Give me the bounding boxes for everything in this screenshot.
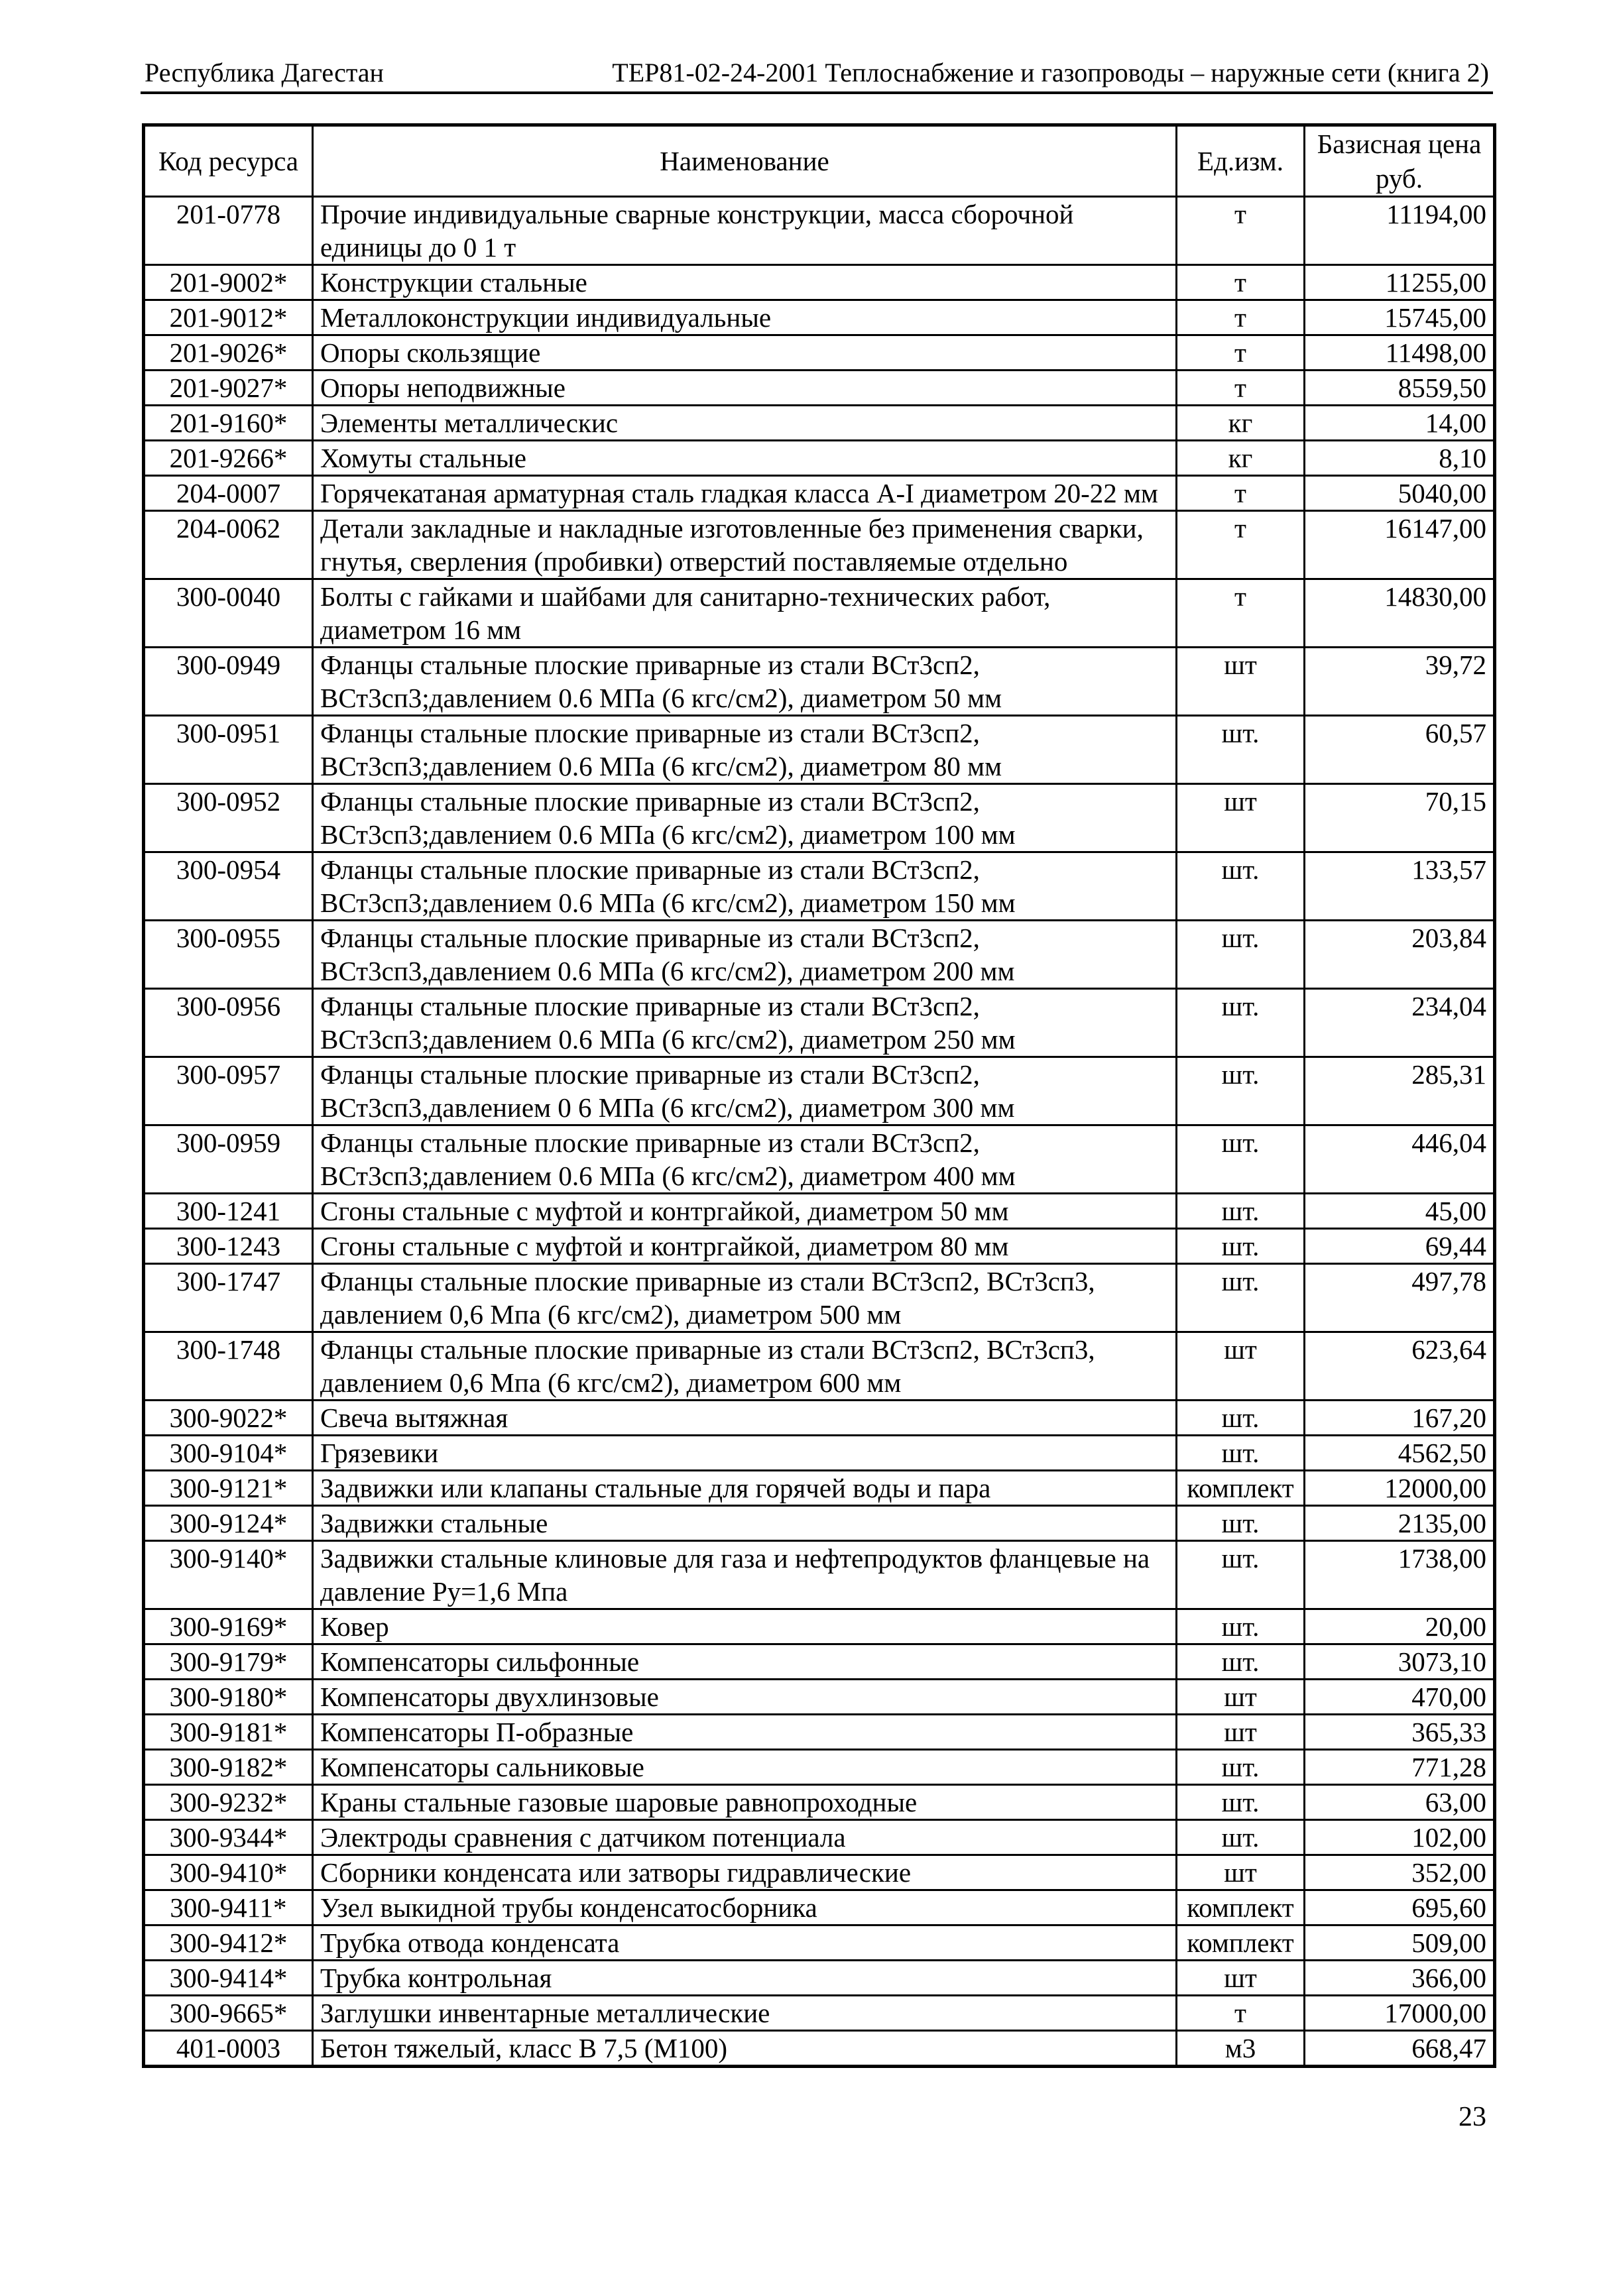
unit-cell: комплект bbox=[1177, 1925, 1305, 1961]
resource-code-cell: 300-0040 bbox=[144, 579, 313, 648]
resource-code-cell: 201-9012* bbox=[144, 300, 313, 335]
table-body bbox=[144, 197, 1495, 2067]
price-cell: 8559,50 bbox=[1305, 371, 1495, 406]
price-cell: 4562,50 bbox=[1305, 1436, 1495, 1471]
table-row bbox=[144, 1332, 1495, 1401]
unit-cell: шт. bbox=[1177, 716, 1305, 784]
resource-name-cell: Узел выкидной трубы конденсатосборника bbox=[313, 1890, 1177, 1925]
unit-cell: шт. bbox=[1177, 1609, 1305, 1644]
resource-name-cell: Сгоны стальные с муфтой и контргайкой, диаметром 80 мм bbox=[313, 1229, 1177, 1264]
resource-name-cell: Фланцы стальные плоские приварные из стали ВСт3сп2, ВСт3сп3;давлением 0.6 МПа (6 кгс/см2), диаметром 150 мм bbox=[313, 852, 1177, 921]
resource-name-cell: Сгоны стальные с муфтой и контргайкой, диаметром 50 мм bbox=[313, 1194, 1177, 1229]
column-header-code: Код ресурса bbox=[144, 125, 313, 197]
resource-name-cell: Фланцы стальные плоские приварные из стали ВСт3сп2, ВСт3сп3, давлением 0,6 Мпа (6 кгс/см2), диаметром 600 мм bbox=[313, 1332, 1177, 1401]
resource-code-cell: 204-0007 bbox=[144, 476, 313, 511]
unit-cell: шт bbox=[1177, 1961, 1305, 1996]
resource-name-cell: Детали закладные и накладные изготовленные без применения сварки, гнутья, сверления (пробивки) отверстий поставляемые отдельно bbox=[313, 511, 1177, 579]
table-row bbox=[144, 335, 1495, 371]
resource-name-cell: Заглушки инвентарные металлические bbox=[313, 1996, 1177, 2031]
resource-code-cell: 300-1241 bbox=[144, 1194, 313, 1229]
resource-name-cell: Бетон тяжелый, класс В 7,5 (М100) bbox=[313, 2031, 1177, 2067]
unit-cell: м3 bbox=[1177, 2031, 1305, 2067]
unit-cell: шт. bbox=[1177, 1541, 1305, 1609]
resource-code-cell: 300-9181* bbox=[144, 1715, 313, 1750]
table-row bbox=[144, 511, 1495, 579]
unit-cell: шт. bbox=[1177, 1750, 1305, 1785]
table-row bbox=[144, 1194, 1495, 1229]
table-row bbox=[144, 1680, 1495, 1715]
price-cell: 14,00 bbox=[1305, 406, 1495, 441]
unit-cell: шт bbox=[1177, 784, 1305, 852]
price-cell: 668,47 bbox=[1305, 2031, 1495, 2067]
price-cell: 20,00 bbox=[1305, 1609, 1495, 1644]
resource-name-cell: Прочие индивидуальные сварные конструкции, масса сборочной единицы до 0 1 т bbox=[313, 197, 1177, 265]
price-cell: 3073,10 bbox=[1305, 1644, 1495, 1680]
resource-name-cell: Фланцы стальные плоские приварные из стали ВСт3сп2, ВСт3сп3;давлением 0.6 МПа (6 кгс/см2), диаметром 50 мм bbox=[313, 648, 1177, 716]
resource-code-cell: 300-9022* bbox=[144, 1401, 313, 1436]
table-row bbox=[144, 1264, 1495, 1332]
price-cell: 695,60 bbox=[1305, 1890, 1495, 1925]
resource-name-cell: Компенсаторы сальниковые bbox=[313, 1750, 1177, 1785]
resource-code-cell: 300-9344* bbox=[144, 1820, 313, 1855]
table-row bbox=[144, 1057, 1495, 1125]
resource-name-cell: Фланцы стальные плоские приварные из стали ВСт3сп2, ВСт3сп3;давлением 0.6 МПа (6 кгс/см2), диаметром 80 мм bbox=[313, 716, 1177, 784]
price-cell: 167,20 bbox=[1305, 1401, 1495, 1436]
unit-cell: шт. bbox=[1177, 989, 1305, 1057]
table-row bbox=[144, 1925, 1495, 1961]
resource-name-cell: Ковер bbox=[313, 1609, 1177, 1644]
table-row bbox=[144, 1229, 1495, 1264]
price-cell: 60,57 bbox=[1305, 716, 1495, 784]
price-cell: 39,72 bbox=[1305, 648, 1495, 716]
price-cell: 16147,00 bbox=[1305, 511, 1495, 579]
price-cell: 45,00 bbox=[1305, 1194, 1495, 1229]
resource-code-cell: 201-9002* bbox=[144, 265, 313, 300]
table-row bbox=[144, 648, 1495, 716]
resource-code-cell: 300-9410* bbox=[144, 1855, 313, 1890]
table-row bbox=[144, 1506, 1495, 1541]
price-cell: 70,15 bbox=[1305, 784, 1495, 852]
resource-code-cell: 201-9026* bbox=[144, 335, 313, 371]
page-header bbox=[141, 54, 1493, 94]
price-cell: 11498,00 bbox=[1305, 335, 1495, 371]
resource-code-cell: 300-9179* bbox=[144, 1644, 313, 1680]
table-row bbox=[144, 1471, 1495, 1506]
unit-cell: комплект bbox=[1177, 1471, 1305, 1506]
resource-code-cell: 300-0952 bbox=[144, 784, 313, 852]
table-row bbox=[144, 1855, 1495, 1890]
table-row bbox=[144, 441, 1495, 476]
resource-name-cell: Хомуты стальные bbox=[313, 441, 1177, 476]
price-cell: 11255,00 bbox=[1305, 265, 1495, 300]
unit-cell: т bbox=[1177, 335, 1305, 371]
resource-code-cell: 204-0062 bbox=[144, 511, 313, 579]
table-row bbox=[144, 1401, 1495, 1436]
resource-name-cell: Опоры неподвижные bbox=[313, 371, 1177, 406]
unit-cell: шт. bbox=[1177, 1820, 1305, 1855]
price-cell: 234,04 bbox=[1305, 989, 1495, 1057]
resource-code-cell: 300-0951 bbox=[144, 716, 313, 784]
unit-cell: шт bbox=[1177, 1715, 1305, 1750]
unit-cell: шт. bbox=[1177, 1785, 1305, 1820]
resource-code-cell: 300-0956 bbox=[144, 989, 313, 1057]
resource-code-cell: 300-0954 bbox=[144, 852, 313, 921]
unit-cell: т bbox=[1177, 476, 1305, 511]
table-row bbox=[144, 300, 1495, 335]
resource-name-cell: Фланцы стальные плоские приварные из стали ВСт3сп2, ВСт3сп3,давлением 0 6 МПа (6 кгс/см2), диаметром 300 мм bbox=[313, 1057, 1177, 1125]
resource-code-cell: 300-1747 bbox=[144, 1264, 313, 1332]
column-header-name: Наименование bbox=[313, 125, 1177, 197]
table-row bbox=[144, 197, 1495, 265]
price-cell: 2135,00 bbox=[1305, 1506, 1495, 1541]
unit-cell: шт. bbox=[1177, 1229, 1305, 1264]
unit-cell: т bbox=[1177, 300, 1305, 335]
table-row bbox=[144, 406, 1495, 441]
price-cell: 133,57 bbox=[1305, 852, 1495, 921]
table-header-row bbox=[144, 125, 1495, 197]
resource-name-cell: Компенсаторы П-образные bbox=[313, 1715, 1177, 1750]
table-row bbox=[144, 1750, 1495, 1785]
resource-name-cell: Задвижки или клапаны стальные для горячей воды и пара bbox=[313, 1471, 1177, 1506]
unit-cell: шт. bbox=[1177, 1125, 1305, 1194]
unit-cell: т bbox=[1177, 197, 1305, 265]
table-row bbox=[144, 579, 1495, 648]
price-cell: 11194,00 bbox=[1305, 197, 1495, 265]
unit-cell: шт. bbox=[1177, 1401, 1305, 1436]
resource-name-cell: Трубка отвода конденсата bbox=[313, 1925, 1177, 1961]
resource-code-cell: 300-1243 bbox=[144, 1229, 313, 1264]
resource-name-cell: Электроды сравнения с датчиком потенциала bbox=[313, 1820, 1177, 1855]
price-cell: 623,64 bbox=[1305, 1332, 1495, 1401]
resource-code-cell: 300-9665* bbox=[144, 1996, 313, 2031]
resource-price-table bbox=[142, 123, 1496, 2068]
table-row bbox=[144, 2031, 1495, 2067]
resource-name-cell: Компенсаторы сильфонные bbox=[313, 1644, 1177, 1680]
unit-cell: шт. bbox=[1177, 1506, 1305, 1541]
unit-cell: шт bbox=[1177, 1855, 1305, 1890]
resource-name-cell: Элементы металлическиc bbox=[313, 406, 1177, 441]
resource-name-cell: Краны стальные газовые шаровые равнопроходные bbox=[313, 1785, 1177, 1820]
unit-cell: т bbox=[1177, 579, 1305, 648]
table-row bbox=[144, 852, 1495, 921]
table-row bbox=[144, 921, 1495, 989]
price-cell: 352,00 bbox=[1305, 1855, 1495, 1890]
resource-code-cell: 300-9414* bbox=[144, 1961, 313, 1996]
table-row bbox=[144, 476, 1495, 511]
resource-code-cell: 300-9121* bbox=[144, 1471, 313, 1506]
table-row bbox=[144, 1785, 1495, 1820]
page-number: 23 bbox=[1459, 2102, 1486, 2132]
resource-name-cell: Фланцы стальные плоские приварные из стали ВСт3сп2, ВСт3сп3;давлением 0.6 МПа (6 кгс/см2), диаметром 100 мм bbox=[313, 784, 1177, 852]
resource-name-cell: Болты с гайками и шайбами для санитарно-технических работ, диаметром 16 мм bbox=[313, 579, 1177, 648]
resource-code-cell: 300-9169* bbox=[144, 1609, 313, 1644]
resource-code-cell: 300-0959 bbox=[144, 1125, 313, 1194]
resource-name-cell: Задвижки стальные клиновые для газа и нефтепродуктов фланцевые на давление Ру=1,6 Мпа bbox=[313, 1541, 1177, 1609]
resource-name-cell: Конструкции стальные bbox=[313, 265, 1177, 300]
table-row bbox=[144, 1541, 1495, 1609]
unit-cell: шт bbox=[1177, 1332, 1305, 1401]
unit-cell: т bbox=[1177, 371, 1305, 406]
column-header-unit: Ед.изм. bbox=[1177, 125, 1305, 197]
table-row bbox=[144, 1436, 1495, 1471]
price-cell: 509,00 bbox=[1305, 1925, 1495, 1961]
price-cell: 12000,00 bbox=[1305, 1471, 1495, 1506]
resource-code-cell: 300-9182* bbox=[144, 1750, 313, 1785]
table-row bbox=[144, 1125, 1495, 1194]
price-cell: 203,84 bbox=[1305, 921, 1495, 989]
table-row bbox=[144, 265, 1495, 300]
table-row bbox=[144, 784, 1495, 852]
price-cell: 17000,00 bbox=[1305, 1996, 1495, 2031]
unit-cell: шт bbox=[1177, 648, 1305, 716]
resource-code-cell: 300-0957 bbox=[144, 1057, 313, 1125]
resource-name-cell: Опоры скользящие bbox=[313, 335, 1177, 371]
table-row bbox=[144, 1820, 1495, 1855]
resource-code-cell: 201-9160* bbox=[144, 406, 313, 441]
resource-name-cell: Фланцы стальные плоские приварные из стали ВСт3сп2, ВСт3сп3, давлением 0,6 Мпа (6 кгс/см2), диаметром 500 мм bbox=[313, 1264, 1177, 1332]
resource-name-cell: Фланцы стальные плоские приварные из стали ВСт3сп2, ВСт3сп3;давлением 0.6 МПа (6 кгс/см2), диаметром 400 мм bbox=[313, 1125, 1177, 1194]
unit-cell: т bbox=[1177, 511, 1305, 579]
resource-code-cell: 300-0949 bbox=[144, 648, 313, 716]
resource-name-cell: Свеча вытяжная bbox=[313, 1401, 1177, 1436]
header-document-title: ТЕР81-02-24-2001 Теплоснабжение и газопроводы – наружные сети (книга 2) bbox=[612, 58, 1489, 87]
resource-name-cell: Горячекатаная арматурная сталь гладкая класса А-I диаметром 20-22 мм bbox=[313, 476, 1177, 511]
resource-code-cell: 300-9411* bbox=[144, 1890, 313, 1925]
table-row bbox=[144, 1715, 1495, 1750]
resource-code-cell: 201-9027* bbox=[144, 371, 313, 406]
unit-cell: т bbox=[1177, 1996, 1305, 2031]
table-row bbox=[144, 1996, 1495, 2031]
column-header-price: Базисная цена руб. bbox=[1305, 125, 1495, 197]
resource-code-cell: 300-9140* bbox=[144, 1541, 313, 1609]
header-region: Республика Дагестан bbox=[145, 58, 384, 87]
unit-cell: шт. bbox=[1177, 1194, 1305, 1229]
resource-code-cell: 300-1748 bbox=[144, 1332, 313, 1401]
resource-code-cell: 300-9412* bbox=[144, 1925, 313, 1961]
resource-code-cell: 201-0778 bbox=[144, 197, 313, 265]
price-cell: 8,10 bbox=[1305, 441, 1495, 476]
resource-code-cell: 401-0003 bbox=[144, 2031, 313, 2067]
price-cell: 285,31 bbox=[1305, 1057, 1495, 1125]
unit-cell: кг bbox=[1177, 441, 1305, 476]
price-cell: 1738,00 bbox=[1305, 1541, 1495, 1609]
unit-cell: шт. bbox=[1177, 1264, 1305, 1332]
resource-name-cell: Задвижки стальные bbox=[313, 1506, 1177, 1541]
unit-cell: шт. bbox=[1177, 921, 1305, 989]
price-cell: 5040,00 bbox=[1305, 476, 1495, 511]
table-row bbox=[144, 1609, 1495, 1644]
resource-name-cell: Металлоконструкции индивидуальные bbox=[313, 300, 1177, 335]
unit-cell: т bbox=[1177, 265, 1305, 300]
resource-code-cell: 300-0955 bbox=[144, 921, 313, 989]
price-cell: 497,78 bbox=[1305, 1264, 1495, 1332]
unit-cell: шт. bbox=[1177, 1436, 1305, 1471]
price-cell: 15745,00 bbox=[1305, 300, 1495, 335]
resource-name-cell: Сборники конденсата или затворы гидравлические bbox=[313, 1855, 1177, 1890]
price-cell: 102,00 bbox=[1305, 1820, 1495, 1855]
price-cell: 470,00 bbox=[1305, 1680, 1495, 1715]
resource-name-cell: Грязевики bbox=[313, 1436, 1177, 1471]
price-cell: 771,28 bbox=[1305, 1750, 1495, 1785]
resource-code-cell: 201-9266* bbox=[144, 441, 313, 476]
unit-cell: шт. bbox=[1177, 1644, 1305, 1680]
resource-name-cell: Компенсаторы двухлинзовые bbox=[313, 1680, 1177, 1715]
table-row bbox=[144, 716, 1495, 784]
resource-name-cell: Фланцы стальные плоские приварные из стали ВСт3сп2, ВСт3сп3;давлением 0.6 МПа (6 кгс/см2), диаметром 250 мм bbox=[313, 989, 1177, 1057]
resource-name-cell: Трубка контрольная bbox=[313, 1961, 1177, 1996]
resource-code-cell: 300-9232* bbox=[144, 1785, 313, 1820]
table-row bbox=[144, 371, 1495, 406]
unit-cell: шт. bbox=[1177, 852, 1305, 921]
price-cell: 365,33 bbox=[1305, 1715, 1495, 1750]
price-cell: 63,00 bbox=[1305, 1785, 1495, 1820]
table-row bbox=[144, 989, 1495, 1057]
resource-code-cell: 300-9124* bbox=[144, 1506, 313, 1541]
price-cell: 366,00 bbox=[1305, 1961, 1495, 1996]
table-row bbox=[144, 1961, 1495, 1996]
table-row bbox=[144, 1890, 1495, 1925]
unit-cell: шт. bbox=[1177, 1057, 1305, 1125]
price-cell: 14830,00 bbox=[1305, 579, 1495, 648]
table-row bbox=[144, 1644, 1495, 1680]
resource-code-cell: 300-9104* bbox=[144, 1436, 313, 1471]
unit-cell: кг bbox=[1177, 406, 1305, 441]
unit-cell: комплект bbox=[1177, 1890, 1305, 1925]
resource-name-cell: Фланцы стальные плоские приварные из стали ВСт3сп2, ВСт3сп3,давлением 0.6 МПа (6 кгс/см2), диаметром 200 мм bbox=[313, 921, 1177, 989]
unit-cell: шт bbox=[1177, 1680, 1305, 1715]
price-cell: 69,44 bbox=[1305, 1229, 1495, 1264]
resource-code-cell: 300-9180* bbox=[144, 1680, 313, 1715]
price-cell: 446,04 bbox=[1305, 1125, 1495, 1194]
